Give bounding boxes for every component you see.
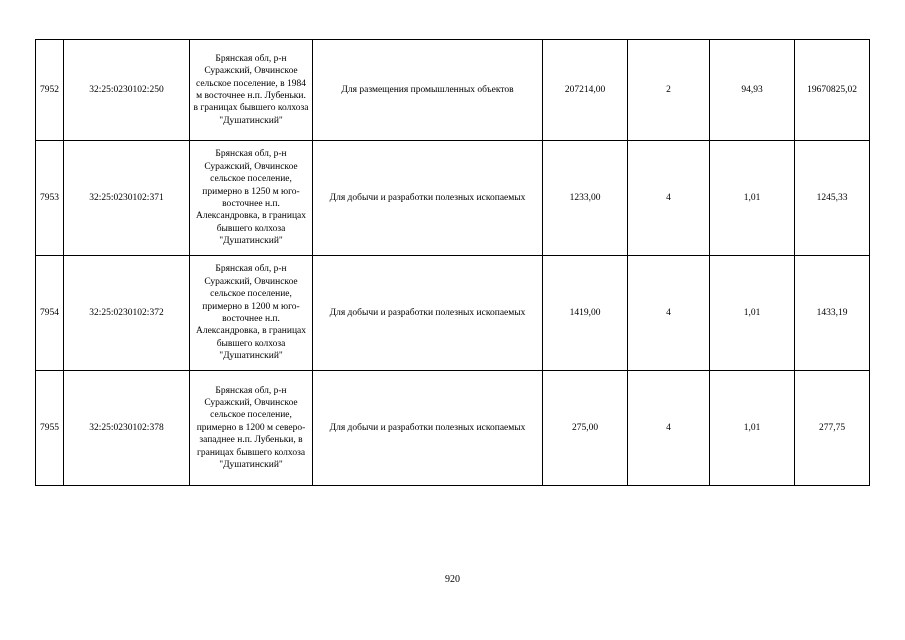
permitted-use: Для размещения промышленных объектов: [313, 40, 543, 141]
table-row: [36, 141, 870, 256]
parcel-address: Брянская обл, р-н Суражский, Овчинское сельское поселение, примерно в 1200 м юго-восточнее н.п. Александровка, в границах бывшего колхоза "Душатинский": [190, 256, 313, 371]
use-group: 4: [628, 371, 710, 486]
row-number: 7954: [36, 256, 64, 371]
table-row: [36, 40, 870, 141]
parcel-area: 275,00: [543, 371, 628, 486]
parcel-address: Брянская обл, р-н Суражский, Овчинское сельское поселение, примерно в 1200 м северо-западнее н.п. Лубеньки, в границах бывшего колхоза "Душатинский": [190, 371, 313, 486]
specific-value: 1,01: [710, 141, 795, 256]
parcel-area: 207214,00: [543, 40, 628, 141]
specific-value: 1,01: [710, 256, 795, 371]
permitted-use: Для добычи и разработки полезных ископаемых: [313, 371, 543, 486]
table-row: [36, 256, 870, 371]
page-number: 920: [445, 574, 460, 585]
specific-value: 1,01: [710, 371, 795, 486]
cadastral-value: 1433,19: [795, 256, 870, 371]
use-group: 4: [628, 141, 710, 256]
cadastral-number: 32:25:0230102:378: [64, 371, 190, 486]
cadastral-value: 1245,33: [795, 141, 870, 256]
parcel-address: Брянская обл, р-н Суражский, Овчинское сельское поселение, в 1984 м восточнее н.п. Лубеньки. в границах бывшего колхоза "Душатинский": [190, 40, 313, 141]
specific-value: 94,93: [710, 40, 795, 141]
row-number: 7955: [36, 371, 64, 486]
use-group: 4: [628, 256, 710, 371]
land-parcel-table: [35, 39, 870, 486]
permitted-use: Для добычи и разработки полезных ископаемых: [313, 141, 543, 256]
use-group: 2: [628, 40, 710, 141]
parcel-address: Брянская обл, р-н Суражский, Овчинское сельское поселение, примерно в 1250 м юго-восточнее н.п. Александровка, в границах бывшего колхоза "Душатинский": [190, 141, 313, 256]
row-number: 7953: [36, 141, 64, 256]
row-number: 7952: [36, 40, 64, 141]
cadastral-value: 277,75: [795, 371, 870, 486]
table-row: [36, 371, 870, 486]
permitted-use: Для добычи и разработки полезных ископаемых: [313, 256, 543, 371]
cadastral-value: 19670825,02: [795, 40, 870, 141]
parcel-area: 1233,00: [543, 141, 628, 256]
parcel-area: 1419,00: [543, 256, 628, 371]
cadastral-number: 32:25:0230102:371: [64, 141, 190, 256]
cadastral-number: 32:25:0230102:372: [64, 256, 190, 371]
cadastral-number: 32:25:0230102:250: [64, 40, 190, 141]
